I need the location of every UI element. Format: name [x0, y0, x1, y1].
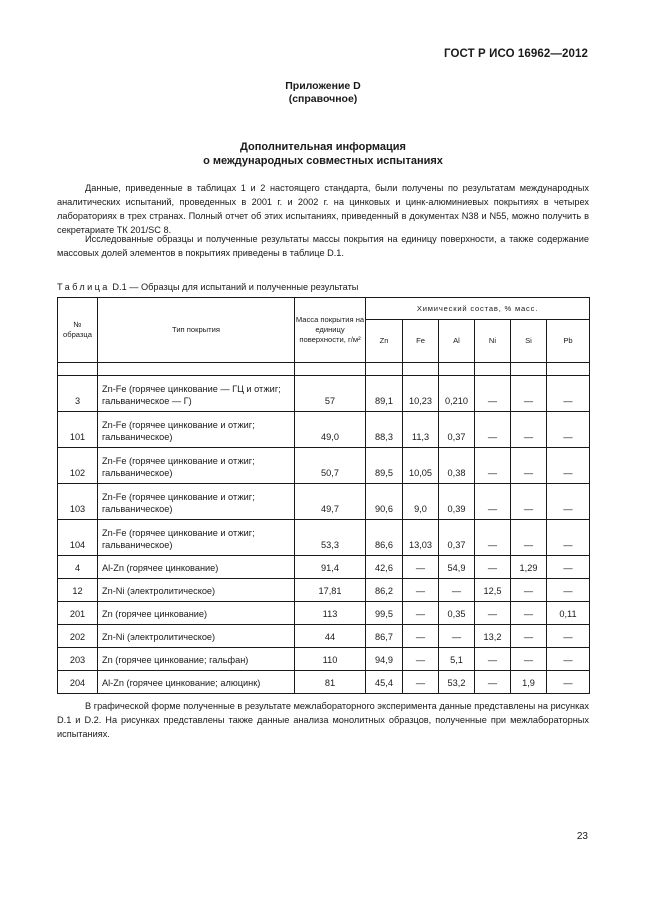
table-caption-word: Таблица: [57, 282, 110, 292]
cell-type: Zn-Ni (электролитическое): [98, 625, 295, 648]
section-title-line2: о международных совместных испытаниях: [203, 155, 443, 167]
table-row: [58, 448, 590, 484]
cell-al: 0,37: [439, 520, 475, 556]
section-title: [0, 140, 646, 168]
table-row: [58, 648, 590, 671]
cell-pb: —: [547, 376, 590, 412]
cell-num: 203: [58, 648, 98, 671]
cell-type: Zn (горячее цинкование): [98, 602, 295, 625]
cell-pb: —: [547, 412, 590, 448]
cell-al: —: [439, 625, 475, 648]
cell-al: 0,38: [439, 448, 475, 484]
cell-mass: 44: [295, 625, 366, 648]
cell-ni: —: [475, 484, 511, 520]
cell-num: 104: [58, 520, 98, 556]
cell-mass: 49,7: [295, 484, 366, 520]
header-sample-number: № образца: [58, 298, 98, 363]
cell-num: 102: [58, 448, 98, 484]
cell-ni: —: [475, 376, 511, 412]
header-ni: Ni: [475, 320, 511, 363]
cell-pb: —: [547, 520, 590, 556]
cell-pb: —: [547, 556, 590, 579]
cell-ni: —: [475, 602, 511, 625]
cell-si: —: [511, 484, 547, 520]
cell-zn: 94,9: [366, 648, 403, 671]
table-caption: [57, 281, 358, 293]
cell-type: Zn-Fe (горячее цинкование и отжиг; гальваническое): [98, 412, 295, 448]
cell-num: 3: [58, 376, 98, 412]
cell-num: 12: [58, 579, 98, 602]
cell-al: 0,37: [439, 412, 475, 448]
standard-code: ГОСТ Р ИСО 16962—2012: [443, 48, 588, 60]
table-row: [58, 556, 590, 579]
cell-num: 204: [58, 671, 98, 694]
cell-num: 4: [58, 556, 98, 579]
header-coating-mass: Масса покрытия на единицу поверхности, г/м²: [295, 298, 366, 363]
cell-mass: 110: [295, 648, 366, 671]
cell-num: 202: [58, 625, 98, 648]
table-caption-text: D.1 — Образцы для испытаний и полученные результаты: [109, 282, 359, 292]
cell-fe: —: [403, 625, 439, 648]
cell-si: —: [511, 448, 547, 484]
section-title-line1: Дополнительная информация: [240, 141, 406, 153]
cell-type: Zn-Fe (горячее цинкование и отжиг; гальваническое): [98, 448, 295, 484]
table-row: [58, 671, 590, 694]
cell-al: 0,35: [439, 602, 475, 625]
table-row: [58, 602, 590, 625]
cell-ni: —: [475, 671, 511, 694]
cell-zn: 45,4: [366, 671, 403, 694]
cell-si: —: [511, 648, 547, 671]
cell-si: 1,29: [511, 556, 547, 579]
results-table: [57, 297, 590, 694]
cell-ni: —: [475, 520, 511, 556]
paragraph-figures: В графической форме полученные в результате межлабораторного эксперимента данные представлены на рисунках D.1 и D.2. На рисунках представлены также данные анализа монолитных образцов, полученные при межлабораторных испытаниях.: [57, 701, 589, 739]
header-si: Si: [511, 320, 547, 363]
cell-mass: 113: [295, 602, 366, 625]
cell-al: 0,39: [439, 484, 475, 520]
paragraph-samples: Исследованные образцы и полученные результаты массы покрытия на единицу поверхности, а также содержание массовых долей элементов в покрытиях приведены в таблице D.1.: [57, 234, 589, 258]
cell-type: Zn-Fe (горячее цинкование — ГЦ и отжиг; гальваническое — Г): [98, 376, 295, 412]
cell-ni: —: [475, 412, 511, 448]
cell-type: Zn-Ni (электролитическое): [98, 579, 295, 602]
cell-si: —: [511, 602, 547, 625]
cell-num: 201: [58, 602, 98, 625]
table-row: [58, 520, 590, 556]
cell-pb: —: [547, 448, 590, 484]
cell-fe: 13,03: [403, 520, 439, 556]
annex-heading: [0, 80, 646, 106]
cell-fe: 10,23: [403, 376, 439, 412]
cell-zn: 86,6: [366, 520, 403, 556]
cell-zn: 42,6: [366, 556, 403, 579]
cell-si: —: [511, 376, 547, 412]
cell-zn: 89,1: [366, 376, 403, 412]
cell-mass: 49,0: [295, 412, 366, 448]
cell-num: 103: [58, 484, 98, 520]
cell-al: 53,2: [439, 671, 475, 694]
cell-pb: 0,11: [547, 602, 590, 625]
page-number: 23: [576, 831, 588, 842]
header-fe: Fe: [403, 320, 439, 363]
table-row: [58, 484, 590, 520]
cell-type: Zn (горячее цинкование; гальфан): [98, 648, 295, 671]
cell-ni: —: [475, 448, 511, 484]
cell-fe: —: [403, 579, 439, 602]
cell-zn: 90,6: [366, 484, 403, 520]
table-row: [58, 579, 590, 602]
cell-pb: —: [547, 648, 590, 671]
cell-al: 0,210: [439, 376, 475, 412]
cell-mass: 91,4: [295, 556, 366, 579]
header-chemical-composition: Химический состав, % масс.: [366, 298, 590, 320]
cell-fe: —: [403, 671, 439, 694]
cell-fe: —: [403, 556, 439, 579]
table-row: [58, 625, 590, 648]
cell-pb: —: [547, 625, 590, 648]
cell-si: 1,9: [511, 671, 547, 694]
cell-al: 5,1: [439, 648, 475, 671]
cell-zn: 99,5: [366, 602, 403, 625]
cell-pb: —: [547, 484, 590, 520]
paragraph-intro: Данные, приведенные в таблицах 1 и 2 настоящего стандарта, были получены по результатам международных аналитических испытаний, проведенных в 2001 г. и 2002 г. на цинковых и цинк-алюминиевых покрытиях в четырех лабораториях в трех странах. Полный отчет об этих испытаниях, приведенный в документах N38 и N55, можно получить в секретариате ТК 201/SC 8.: [57, 183, 589, 235]
cell-mass: 17,81: [295, 579, 366, 602]
cell-ni: 13,2: [475, 625, 511, 648]
cell-al: 54,9: [439, 556, 475, 579]
cell-fe: —: [403, 602, 439, 625]
cell-fe: 11,3: [403, 412, 439, 448]
cell-si: —: [511, 520, 547, 556]
cell-mass: 50,7: [295, 448, 366, 484]
cell-zn: 86,7: [366, 625, 403, 648]
header-gap-row: [58, 363, 590, 376]
cell-si: —: [511, 412, 547, 448]
cell-pb: —: [547, 671, 590, 694]
header-coating-type: Тип покрытия: [98, 298, 295, 363]
cell-fe: —: [403, 648, 439, 671]
annex-subtitle: (справочное): [288, 93, 358, 105]
cell-mass: 57: [295, 376, 366, 412]
header-al: Al: [439, 320, 475, 363]
header-zn: Zn: [366, 320, 403, 363]
cell-ni: —: [475, 556, 511, 579]
cell-ni: 12,5: [475, 579, 511, 602]
cell-zn: 89,5: [366, 448, 403, 484]
header-pb: Pb: [547, 320, 590, 363]
cell-type: Zn-Fe (горячее цинкование и отжиг; гальваническое): [98, 520, 295, 556]
cell-mass: 53,3: [295, 520, 366, 556]
cell-mass: 81: [295, 671, 366, 694]
cell-al: —: [439, 579, 475, 602]
table-row: [58, 412, 590, 448]
cell-pb: —: [547, 579, 590, 602]
cell-ni: —: [475, 648, 511, 671]
cell-type: Al-Zn (горячее цинкование): [98, 556, 295, 579]
cell-zn: 88,3: [366, 412, 403, 448]
table-row: [58, 376, 590, 412]
cell-type: Zn-Fe (горячее цинкование и отжиг; гальваническое): [98, 484, 295, 520]
cell-fe: 10,05: [403, 448, 439, 484]
cell-fe: 9,0: [403, 484, 439, 520]
cell-si: —: [511, 625, 547, 648]
cell-zn: 86,2: [366, 579, 403, 602]
cell-num: 101: [58, 412, 98, 448]
cell-si: —: [511, 579, 547, 602]
cell-type: Al-Zn (горячее цинкование; алюцинк): [98, 671, 295, 694]
annex-title: Приложение D: [285, 80, 361, 92]
